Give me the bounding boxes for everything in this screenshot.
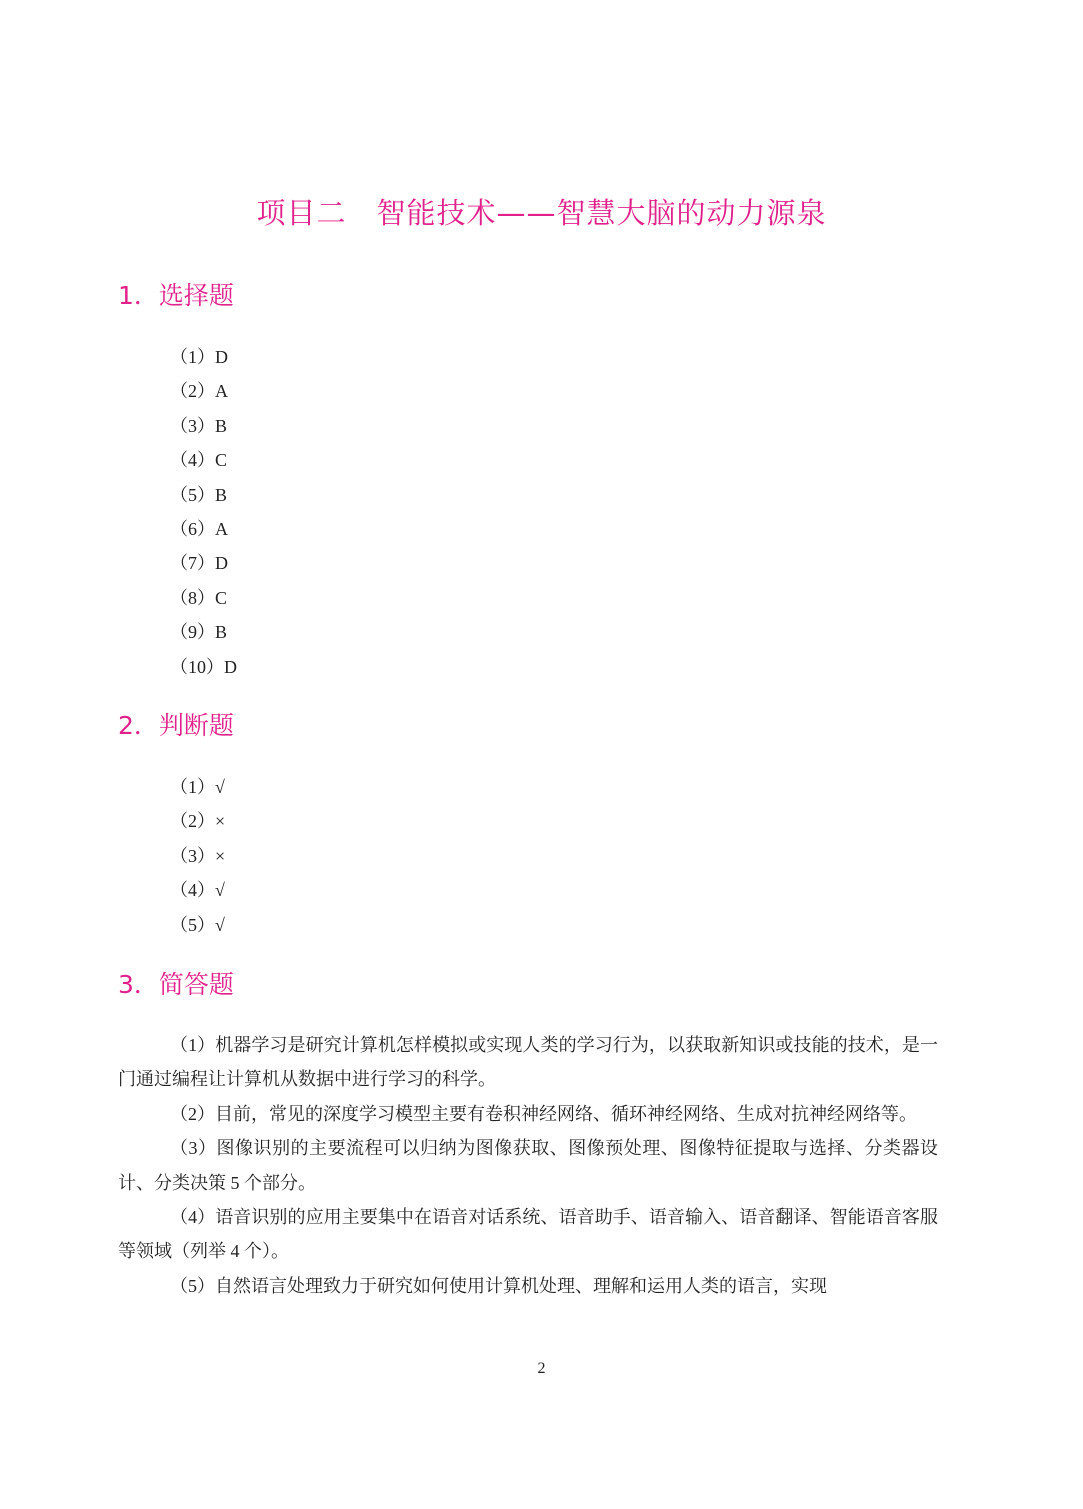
judgement-answer-3: （3）×	[170, 845, 226, 866]
section-heading-choice: 1．选择题	[118, 281, 234, 310]
choice-answer-list	[170, 340, 237, 684]
section-heading-short-answer: 3．简答题	[118, 970, 234, 999]
page-number: 2	[537, 1360, 546, 1377]
section-heading-judgement: 2．判断题	[118, 711, 234, 740]
choice-answer-3: （3）B	[170, 415, 228, 436]
choice-answer-5: （5）B	[170, 484, 228, 505]
short-answer-paragraph-5: （5）自然语言处理致力于研究如何使用计算机处理、理解和运用人类的语言，实现	[170, 1275, 827, 1296]
judgement-answer-4: （4）√	[170, 880, 225, 901]
judgement-answer-1: （1）√	[170, 777, 225, 797]
choice-answer-10: （10）D	[170, 656, 237, 677]
short-answer-paragraph-1: （1）机器学习是研究计算机怎样模拟或实现人类的学习行为，以获取新知识或技能的技术，是一门通过编程让计算机从数据中进行学习的科学。	[118, 1035, 938, 1090]
choice-answer-4: （4）C	[170, 450, 228, 471]
short-answer-paragraph-4: （4）语音识别的应用主要集中在语音对话系统、语音助手、语音输入、语音翻译、智能语音客服等领域（列举 4 个）。	[118, 1207, 938, 1262]
short-answer-body	[118, 1028, 938, 1303]
judgement-answer-2: （2）×	[170, 811, 226, 832]
short-answer-paragraph-3: （3）图像识别的主要流程可以归纳为图像获取、图像预处理、图像特征提取与选择、分类器设计、分类决策 5 个部分。	[118, 1138, 938, 1193]
choice-answer-9: （9）B	[170, 622, 228, 643]
choice-answer-2: （2）A	[170, 381, 228, 402]
choice-answer-1: （1）D	[170, 347, 228, 367]
choice-answer-6: （6）A	[170, 518, 228, 539]
judgement-answer-list	[170, 770, 225, 942]
choice-answer-7: （7）D	[170, 553, 228, 574]
short-answer-paragraph-2: （2）目前，常见的深度学习模型主要有卷积神经网络、循环神经网络、生成对抗神经网络等。	[170, 1103, 917, 1124]
judgement-answer-5: （5）√	[170, 914, 225, 935]
page-title: 项目二 智能技术——智慧大脑的动力源泉	[256, 196, 827, 230]
choice-answer-8: （8）C	[170, 587, 228, 608]
